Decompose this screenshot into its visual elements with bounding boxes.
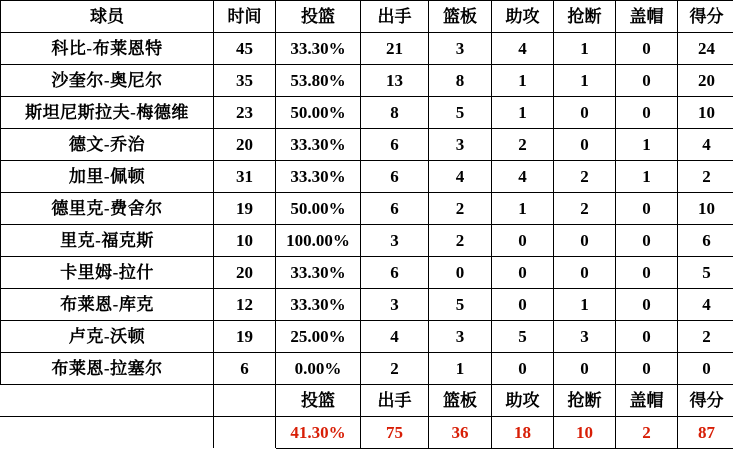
player-points: 10: [678, 97, 733, 129]
player-assists: 0: [492, 289, 554, 321]
table-row: [1, 193, 733, 225]
player-fg-attempts: 6: [361, 129, 429, 161]
player-points: 4: [678, 289, 733, 321]
player-assists: 4: [492, 161, 554, 193]
table-row: [1, 289, 733, 321]
totals-points: 87: [678, 417, 733, 449]
player-fg-percent: 50.00%: [276, 97, 361, 129]
totals-steals: 10: [554, 417, 616, 449]
totals-fg-percent: 41.30%: [276, 417, 361, 449]
column-header-steals: 抢断: [554, 1, 616, 33]
player-fg-attempts: 3: [361, 225, 429, 257]
player-fg-percent: 33.30%: [276, 257, 361, 289]
totals-header-fg-attempts: 出手: [361, 385, 429, 417]
player-minutes: 19: [214, 321, 276, 353]
totals-header-blocks: 盖帽: [616, 385, 678, 417]
player-fg-attempts: 13: [361, 65, 429, 97]
table-row: [1, 321, 733, 353]
column-header-fg-attempts: 出手: [361, 1, 429, 33]
player-rebounds: 3: [429, 33, 492, 65]
player-fg-attempts: 8: [361, 97, 429, 129]
table-row: [1, 257, 733, 289]
table-row: [1, 97, 733, 129]
player-blocks: 0: [616, 193, 678, 225]
player-steals: 1: [554, 33, 616, 65]
table-row: [1, 161, 733, 193]
player-points: 20: [678, 65, 733, 97]
player-name: 里克-福克斯: [1, 225, 214, 257]
player-assists: 4: [492, 33, 554, 65]
table-row: [1, 225, 733, 257]
totals-assists: 18: [492, 417, 554, 449]
totals-header-points: 得分: [678, 385, 733, 417]
player-name: 布莱恩-拉塞尔: [1, 353, 214, 385]
player-fg-percent: 33.30%: [276, 161, 361, 193]
player-rebounds: 2: [429, 225, 492, 257]
player-minutes: 12: [214, 289, 276, 321]
column-header-rebounds: 篮板: [429, 1, 492, 33]
player-fg-percent: 33.30%: [276, 289, 361, 321]
totals-rebounds: 36: [429, 417, 492, 449]
player-points: 4: [678, 129, 733, 161]
player-name: 沙奎尔-奥尼尔: [1, 65, 214, 97]
player-assists: 2: [492, 129, 554, 161]
column-header-points: 得分: [678, 1, 733, 33]
player-points: 5: [678, 257, 733, 289]
player-blocks: 1: [616, 161, 678, 193]
player-name: 卢克-沃顿: [1, 321, 214, 353]
player-name: 德文-乔治: [1, 129, 214, 161]
totals-header-fg-percent: 投篮: [276, 385, 361, 417]
totals-blank-player: [1, 417, 214, 449]
player-minutes: 20: [214, 257, 276, 289]
totals-header-rebounds: 篮板: [429, 385, 492, 417]
player-assists: 0: [492, 225, 554, 257]
player-fg-percent: 53.80%: [276, 65, 361, 97]
totals-blocks: 2: [616, 417, 678, 449]
player-steals: 0: [554, 97, 616, 129]
player-rebounds: 3: [429, 321, 492, 353]
player-steals: 2: [554, 161, 616, 193]
player-fg-attempts: 3: [361, 289, 429, 321]
column-header-fg-percent: 投篮: [276, 1, 361, 33]
player-steals: 1: [554, 65, 616, 97]
player-rebounds: 3: [429, 129, 492, 161]
player-rebounds: 1: [429, 353, 492, 385]
totals-header-blank-minutes: [214, 385, 276, 417]
player-steals: 1: [554, 289, 616, 321]
player-name: 科比-布莱恩特: [1, 33, 214, 65]
table-header-row: [1, 1, 733, 33]
player-minutes: 31: [214, 161, 276, 193]
player-blocks: 0: [616, 225, 678, 257]
player-blocks: 0: [616, 65, 678, 97]
totals-header-row: [1, 385, 733, 417]
player-assists: 0: [492, 257, 554, 289]
player-rebounds: 5: [429, 289, 492, 321]
totals-values-row: [1, 417, 733, 449]
player-fg-attempts: 6: [361, 193, 429, 225]
player-fg-attempts: 6: [361, 161, 429, 193]
player-minutes: 19: [214, 193, 276, 225]
player-name: 卡里姆-拉什: [1, 257, 214, 289]
player-minutes: 20: [214, 129, 276, 161]
player-minutes: 35: [214, 65, 276, 97]
player-points: 6: [678, 225, 733, 257]
player-name: 加里-佩顿: [1, 161, 214, 193]
player-fg-attempts: 21: [361, 33, 429, 65]
player-blocks: 0: [616, 97, 678, 129]
totals-header-steals: 抢断: [554, 385, 616, 417]
table-row: [1, 65, 733, 97]
player-points: 2: [678, 161, 733, 193]
player-points: 24: [678, 33, 733, 65]
player-minutes: 6: [214, 353, 276, 385]
player-fg-percent: 33.30%: [276, 33, 361, 65]
player-minutes: 45: [214, 33, 276, 65]
totals-header-blank-player: [1, 385, 214, 417]
column-header-player: 球员: [1, 1, 214, 33]
player-steals: 0: [554, 225, 616, 257]
player-assists: 1: [492, 97, 554, 129]
player-steals: 0: [554, 353, 616, 385]
player-rebounds: 0: [429, 257, 492, 289]
player-fg-percent: 50.00%: [276, 193, 361, 225]
player-fg-attempts: 4: [361, 321, 429, 353]
player-blocks: 0: [616, 33, 678, 65]
player-blocks: 0: [616, 353, 678, 385]
column-header-minutes: 时间: [214, 1, 276, 33]
player-steals: 0: [554, 129, 616, 161]
player-rebounds: 2: [429, 193, 492, 225]
player-minutes: 10: [214, 225, 276, 257]
table-row: [1, 129, 733, 161]
player-name: 德里克-费舍尔: [1, 193, 214, 225]
player-fg-attempts: 6: [361, 257, 429, 289]
player-assists: 1: [492, 65, 554, 97]
column-header-assists: 助攻: [492, 1, 554, 33]
column-header-blocks: 盖帽: [616, 1, 678, 33]
totals-blank-minutes: [214, 417, 276, 449]
player-rebounds: 5: [429, 97, 492, 129]
player-fg-attempts: 2: [361, 353, 429, 385]
player-fg-percent: 0.00%: [276, 353, 361, 385]
player-fg-percent: 25.00%: [276, 321, 361, 353]
table-row: [1, 353, 733, 385]
player-blocks: 0: [616, 289, 678, 321]
totals-header-assists: 助攻: [492, 385, 554, 417]
player-fg-percent: 33.30%: [276, 129, 361, 161]
player-assists: 1: [492, 193, 554, 225]
player-blocks: 0: [616, 321, 678, 353]
player-rebounds: 4: [429, 161, 492, 193]
player-minutes: 23: [214, 97, 276, 129]
player-assists: 5: [492, 321, 554, 353]
player-fg-percent: 100.00%: [276, 225, 361, 257]
player-steals: 3: [554, 321, 616, 353]
table-row: [1, 33, 733, 65]
totals-fg-attempts: 75: [361, 417, 429, 449]
player-rebounds: 8: [429, 65, 492, 97]
player-steals: 0: [554, 257, 616, 289]
player-blocks: 0: [616, 257, 678, 289]
player-blocks: 1: [616, 129, 678, 161]
player-points: 0: [678, 353, 733, 385]
player-name: 布莱恩-库克: [1, 289, 214, 321]
player-assists: 0: [492, 353, 554, 385]
player-name: 斯坦尼斯拉夫-梅德维: [1, 97, 214, 129]
player-steals: 2: [554, 193, 616, 225]
player-points: 10: [678, 193, 733, 225]
player-points: 2: [678, 321, 733, 353]
